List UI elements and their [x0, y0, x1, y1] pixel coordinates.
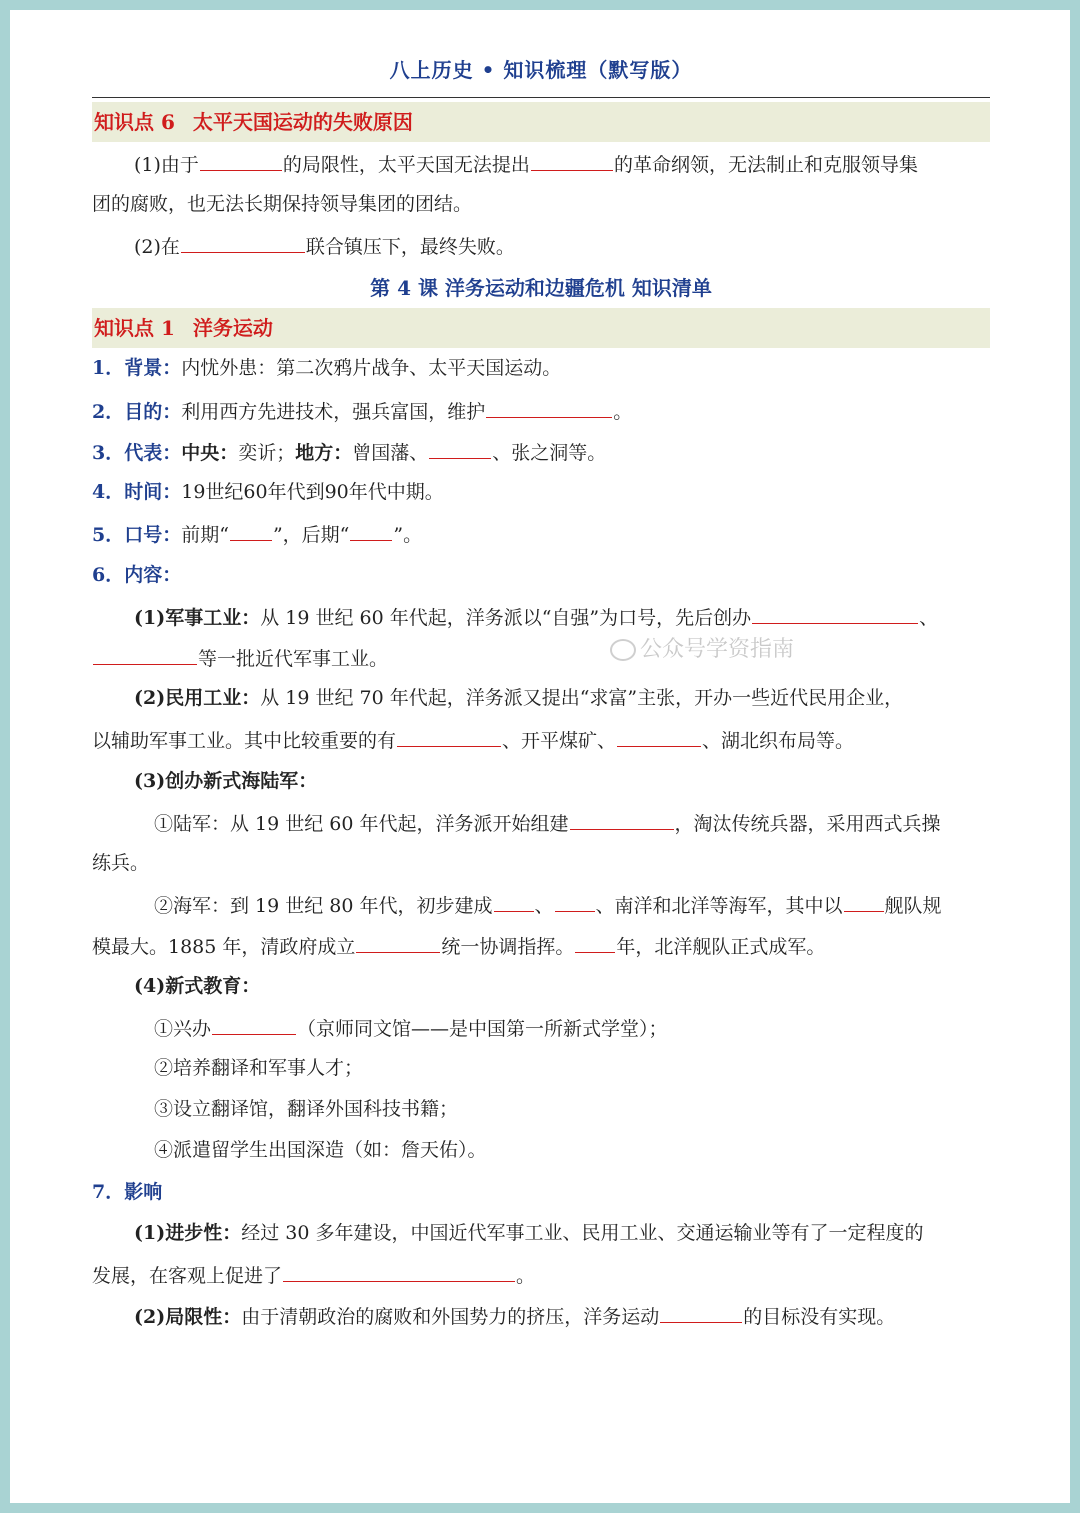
- content-civil-cont: [92, 724, 990, 756]
- sub-label: (1)军事工业：: [134, 607, 261, 629]
- text: （京师同文馆——是中国第一所新式学堂）；: [297, 1018, 668, 1040]
- fill-blank[interactable]: [570, 807, 674, 830]
- text: 。: [516, 1265, 536, 1287]
- sub-label: (2)局限性：: [134, 1306, 242, 1328]
- text: 由于清朝政治的腐败和外国势力的挤压，洋务运动: [241, 1306, 660, 1328]
- fill-blank[interactable]: [200, 148, 282, 171]
- content-edu-3: ③设立翻译馆，翻译外国科技书籍；: [154, 1098, 459, 1120]
- sub-label: (3)创办新式海陆军：: [134, 770, 318, 792]
- content-navy-cont: [92, 930, 990, 962]
- text: ，淘汰传统兵器，采用西式兵操: [674, 813, 941, 835]
- section-header-kp1: [92, 308, 990, 348]
- text: ①陆军：从 19 世纪 60 年代起，洋务派开始组建: [154, 813, 569, 835]
- content-forces: [92, 766, 990, 796]
- text: 年，北洋舰队正式成军。: [616, 936, 826, 958]
- text: 从 19 世纪 70 年代起，洋务派又提出“求富”主张，开办一些近代民用企业，: [260, 687, 904, 709]
- text: 。: [613, 401, 633, 423]
- kp6-paragraph-1: [92, 148, 990, 180]
- text: 经过 30 多年建设，中国近代军事工业、民用工业、交通运输业等有了一定程度的: [241, 1222, 924, 1244]
- text: (1)由于: [134, 154, 199, 176]
- text: 统一协调指挥。: [441, 936, 575, 958]
- text: 从 19 世纪 60 年代起，洋务派以“自强”为口号，先后创办: [260, 607, 752, 629]
- text: 、湖北织布局等。: [702, 730, 855, 752]
- fill-blank[interactable]: [844, 889, 884, 912]
- fill-blank[interactable]: [93, 642, 197, 665]
- item-label: 3．代表：: [92, 442, 182, 464]
- text: 的局限性，太平天国无法提出: [282, 154, 530, 176]
- item-background: [92, 353, 990, 383]
- impact-progressive-cont: [92, 1259, 990, 1291]
- text: 19世纪60年代到90年代中期。: [181, 481, 444, 503]
- impact-limitation: [92, 1300, 990, 1332]
- content-education: [92, 971, 990, 1001]
- section-number: 知识点 1: [94, 316, 175, 340]
- item-label: 6．内容：: [92, 564, 182, 586]
- fill-blank[interactable]: [494, 889, 534, 912]
- text: 、开平煤矿、: [502, 730, 617, 752]
- fill-blank[interactable]: [660, 1300, 742, 1323]
- item-impact: [92, 1177, 990, 1207]
- content-edu-2: ②培养翻译和军事人才；: [154, 1057, 364, 1079]
- text: 、: [534, 895, 554, 917]
- fill-blank[interactable]: [575, 930, 615, 953]
- title-divider: [92, 97, 990, 98]
- text: 、张之洞等。: [492, 442, 607, 464]
- content-civil: [92, 683, 990, 713]
- content-edu-4: ④派遣留学生出国深造（如：詹天佑）。: [154, 1139, 487, 1161]
- text: ”。: [393, 524, 423, 546]
- item-purpose: [92, 395, 990, 427]
- fill-blank[interactable]: [230, 518, 272, 541]
- text: 联合镇压下，最终失败。: [305, 236, 515, 258]
- text: 的目标没有实现。: [743, 1306, 896, 1328]
- sub-label: (4)新式教育：: [134, 975, 261, 997]
- content-edu-1: [92, 1012, 990, 1044]
- fill-blank[interactable]: [212, 1012, 296, 1035]
- section-number: 知识点 6: [94, 110, 175, 134]
- content-army: [92, 807, 990, 839]
- item-content: [92, 560, 990, 590]
- fill-blank[interactable]: [486, 395, 612, 418]
- fill-blank[interactable]: [350, 518, 392, 541]
- item-label: 5．口号：: [92, 524, 182, 546]
- content-military-cont: [92, 642, 990, 674]
- fill-blank[interactable]: [617, 724, 701, 747]
- item-time: [92, 477, 990, 507]
- watermark: [610, 632, 794, 663]
- text: 曾国藩、: [352, 442, 429, 464]
- item-representatives: [92, 436, 990, 468]
- item-label: 1．背景：: [92, 357, 182, 379]
- text: 、南洋和北洋等海军，其中以: [595, 895, 843, 917]
- section-header-kp6: [92, 102, 990, 142]
- item-label: 7．影响: [92, 1181, 163, 1203]
- item-label: 4．时间：: [92, 481, 182, 503]
- text: 内忧外患：第二次鸦片战争、太平天国运动。: [181, 357, 562, 379]
- fill-blank[interactable]: [752, 601, 918, 624]
- fill-blank[interactable]: [181, 230, 305, 253]
- text: 模最大。1885 年，清政府成立: [92, 936, 356, 958]
- item-label: 2．目的：: [92, 401, 182, 423]
- section-title: 洋务运动: [192, 316, 273, 340]
- text: 以辅助军事工业。其中比较重要的有: [92, 730, 397, 752]
- sub-label: (1)进步性：: [134, 1222, 242, 1244]
- text: 地方：: [295, 442, 353, 464]
- fill-blank[interactable]: [555, 889, 595, 912]
- text: 发展，在客观上促进了: [92, 1265, 283, 1287]
- fill-blank[interactable]: [283, 1259, 515, 1282]
- text: 前期“: [181, 524, 229, 546]
- fill-blank[interactable]: [531, 148, 613, 171]
- watermark-text: 公众号学资指南: [640, 637, 795, 662]
- text: 等一批近代军事工业。: [198, 648, 389, 670]
- text: 的革命纲领，无法制止和克服领导集: [613, 154, 918, 176]
- text: 奕䜣；: [238, 442, 296, 464]
- kp6-paragraph-1-cont: 团的腐败，也无法长期保持领导集团的团结。: [92, 193, 473, 215]
- item-slogan: [92, 518, 990, 550]
- content-army-cont: 练兵。: [92, 852, 150, 874]
- content-navy: [92, 889, 990, 921]
- content-military: [92, 601, 990, 633]
- wechat-icon: [610, 639, 636, 661]
- section-title: 太平天国运动的失败原因: [192, 110, 413, 134]
- fill-blank[interactable]: [397, 724, 501, 747]
- text: (2)在: [134, 236, 180, 258]
- text: 、: [919, 607, 939, 629]
- fill-blank[interactable]: [356, 930, 440, 953]
- lesson-title: 第 4 课 洋务运动和边疆危机 知识清单: [370, 276, 712, 300]
- text: 利用西方先进技术，强兵富国，维护: [181, 401, 486, 423]
- fill-blank[interactable]: [429, 436, 491, 459]
- text: ”，后期“: [272, 524, 350, 546]
- text: ②海军：到 19 世纪 80 年代，初步建成: [154, 895, 493, 917]
- kp6-paragraph-2: [92, 230, 990, 262]
- text: ①兴办: [154, 1018, 212, 1040]
- impact-progressive: [92, 1218, 990, 1248]
- page-frame: [10, 10, 1070, 1503]
- sub-label: (2)民用工业：: [134, 687, 261, 709]
- text: 中央：: [181, 442, 239, 464]
- text: 舰队规: [884, 895, 942, 917]
- page-title: 八上历史 • 知识梳理（默写版）: [389, 58, 693, 82]
